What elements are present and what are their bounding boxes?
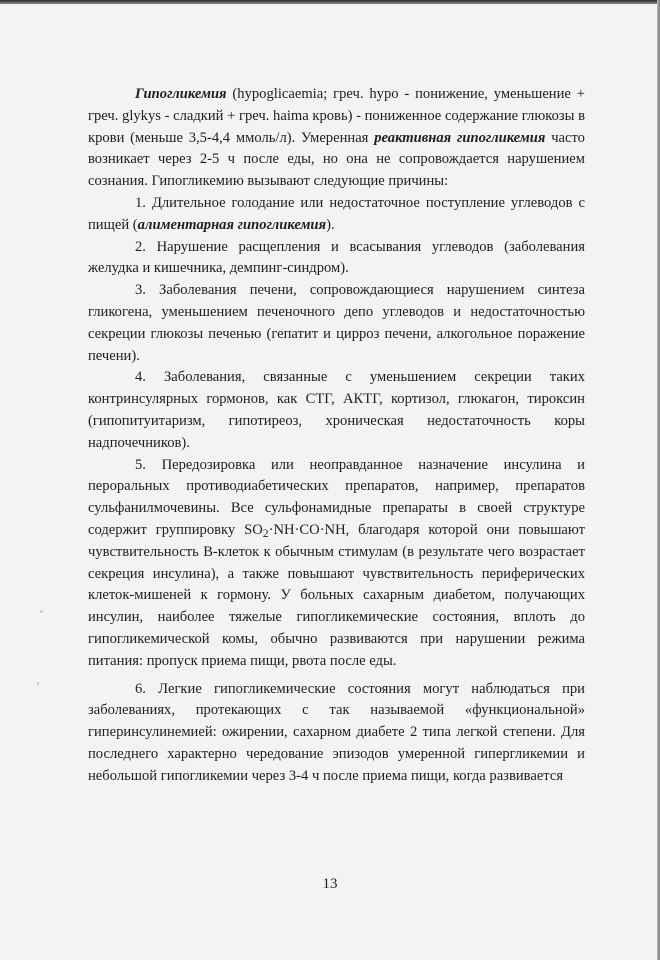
paragraph-cause-5 (88, 455, 585, 673)
scan-speck (40, 610, 43, 613)
text-run: 3. Заболевания печени, сопровождающиеся нарушением синтеза гликогена, уменьшением печеночного депо углеводов и недостаточностью секреции глюкозы печенью (гепатит и цирроз печени, алкогольное поражение печени). (88, 282, 585, 364)
text-run: ). (326, 216, 335, 233)
text-run: ·NH·CO·NH, благодаря которой они повышают чувствительность В-клеток к обычным стимулам (в результате чего возрастает секреция инсулина), а также повышают чувствительность периферических клеток-мишеней к гормону. У больных сахарным диабетом, получающих инсулин, наиболее тяжелые гипогликемические состояния, вплоть до гипогликемической комы, обычно развиваются при нарушении режима питания: пропуск приема пищи, рвота после еды. (88, 521, 585, 669)
emphasized-term: реактивная гипогликемия (374, 129, 546, 146)
text-run: 2 (262, 526, 269, 540)
text-run: 1. Длительное голодание или недостаточное поступление углеводов с пищей ( (88, 194, 585, 233)
paragraph-cause-6 (88, 679, 585, 788)
page-number: 13 (322, 876, 338, 892)
text-run: 2. Нарушение расщепления и всасывания углеводов (заболевания желудка и кишечника, демпинг-синдром). (88, 238, 585, 277)
text-run: 5. Передозировка или неоправданное назначение инсулина и пероральных противодиабетических препаратов, например, препаратов сульфанилмочевины. Все сульфонамидные препараты в своей структуре содержит группировку SO (88, 456, 585, 538)
scan-edge-top (0, 0, 660, 4)
paragraph-cause-3 (88, 280, 585, 367)
text-run: 4. Заболевания, связанные с уменьшением секреции таких контринсулярных гормонов, как СТГ, АКТГ, кортизол, глюкагон, тироксин (гипопитуитаризм, гипотиреоз, хроническая недостаточность коры надпочечников). (88, 369, 585, 451)
text-run: (hypoglicaemia; греч. hypo - понижение, уменьшение + греч. glykys - сладкий + греч. haima кровь) - пониженное содержание глюкозы в крови (меньше 3,5-4,4 ммоль/л). Умеренная (88, 86, 585, 146)
text-run: часто возникает через 2-5 ч после еды, но она не сопровождается нарушением сознания. Гипогликемию вызывают следующие причины: (88, 129, 585, 190)
body-text (88, 84, 585, 788)
paragraph-cause-2 (88, 237, 585, 281)
emphasized-term: Гипогликемия (135, 86, 227, 102)
scan-speck (37, 682, 39, 685)
text-run: 6. Легкие гипогликемические состояния могут наблюдаться при заболеваниях, протекающих с так называемой «функциональной» гиперинсулинемией: ожирении, сахарном диабете 2 типа легкой степени. Для последнего характерно чередование эпизодов умеренной гипергликемии и небольшой гипогликемии через 3-4 ч после приема пищи, когда развивается (88, 680, 585, 784)
emphasized-term: алиментарная гипогликемия (137, 216, 327, 233)
paragraph-intro (88, 84, 585, 193)
paragraph-cause-1 (88, 193, 585, 237)
paragraph-cause-4 (88, 367, 585, 454)
